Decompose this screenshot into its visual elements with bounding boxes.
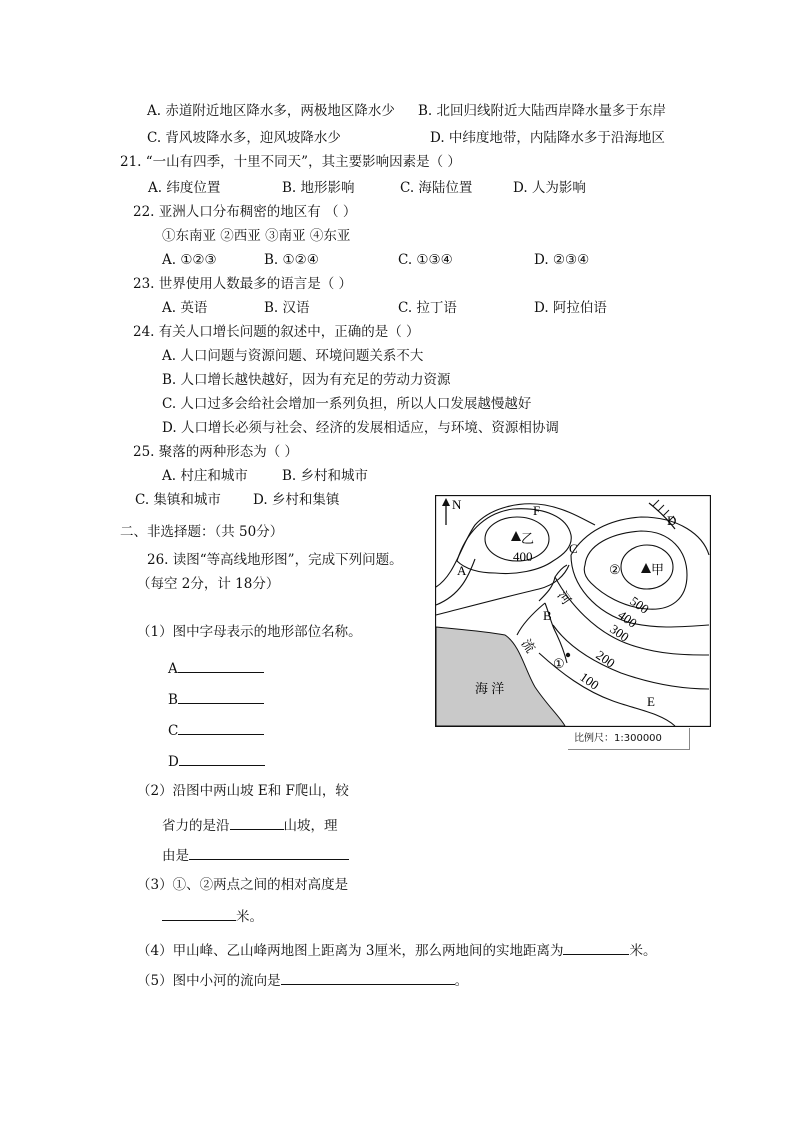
letter-d: D bbox=[667, 513, 677, 528]
answer-blank-height[interactable] bbox=[162, 906, 236, 921]
north-label: N bbox=[452, 497, 462, 512]
answer-blank-distance[interactable] bbox=[563, 940, 629, 955]
part3-suffix: 米。 bbox=[236, 909, 263, 925]
q26-part3-line2 bbox=[162, 906, 263, 926]
q24-option-c: C. 人口过多会给社会增加一系列负担，所以人口发展越慢越好 bbox=[162, 396, 532, 412]
answer-blank-c[interactable] bbox=[178, 720, 264, 735]
river-label-liu: 流 bbox=[518, 636, 539, 656]
q23-option-c: C. 拉丁语 bbox=[398, 300, 457, 316]
q24-option-a: A. 人口问题与资源问题、环境问题关系不大 bbox=[162, 348, 424, 364]
q26-part1: （1）图中字母表示的地形部位名称。 bbox=[137, 624, 362, 640]
q22-items: ①东南亚 ②西亚 ③南亚 ④东亚 bbox=[162, 228, 351, 244]
part5-suffix: 。 bbox=[454, 973, 469, 989]
answer-blank-d[interactable] bbox=[179, 751, 265, 766]
answer-row-b bbox=[168, 689, 264, 709]
answer-blank-a[interactable] bbox=[178, 658, 264, 673]
letter-a: A bbox=[457, 563, 467, 578]
q24-stem: 24. 有关人口增长问题的叙述中，正确的是（ ） bbox=[133, 324, 420, 340]
q25-stem: 25. 聚落的两种形态为（ ） bbox=[133, 444, 299, 460]
q26-score: （每空 2分，计 18分） bbox=[137, 576, 280, 592]
answer-row-d bbox=[168, 751, 265, 771]
q22-stem: 22. 亚洲人口分布稠密的地区有 （ ） bbox=[133, 204, 357, 220]
answer-row-c bbox=[168, 720, 264, 740]
answer-label-c: C bbox=[168, 723, 179, 739]
answer-blank-flow[interactable] bbox=[281, 970, 455, 985]
contour-label-400-right: 400 bbox=[615, 607, 640, 631]
q20-option-c: C. 背风坡降水多，迎风坡降水少 bbox=[147, 130, 341, 146]
q20-option-b: B. 北回归线附近大陆西岸降水量多于东岸 bbox=[418, 103, 667, 119]
answer-row-a bbox=[168, 658, 264, 678]
q23-option-b: B. 汉语 bbox=[264, 300, 310, 316]
part4-suffix: 米。 bbox=[629, 943, 657, 959]
q26-part5 bbox=[137, 970, 468, 990]
peak-yi-label: 乙 bbox=[521, 531, 535, 546]
answer-blank-slope[interactable] bbox=[230, 815, 284, 830]
peak-jia-label: 甲 bbox=[651, 562, 665, 577]
q26-part4 bbox=[137, 940, 656, 960]
q22-option-c: C. ①③④ bbox=[398, 252, 453, 268]
letter-f: F bbox=[533, 503, 541, 518]
part2-prefix: 省力的是沿 bbox=[162, 818, 230, 834]
contour-map bbox=[435, 495, 711, 727]
part5-prefix: （5）图中小河的流向是 bbox=[137, 973, 281, 989]
part4-prefix: （4）甲山峰、乙山峰两地图上距离为 3厘米，那么两地间的实地距离为 bbox=[137, 943, 564, 959]
letter-c: C bbox=[569, 541, 578, 556]
q23-stem: 23. 世界使用人数最多的语言是（ ） bbox=[133, 276, 353, 292]
q20-option-a: A. 赤道附近地区降水多，两极地区降水少 bbox=[147, 103, 395, 119]
answer-blank-reason[interactable] bbox=[189, 845, 349, 860]
q25-option-c: C. 集镇和城市 bbox=[135, 492, 221, 508]
letter-b: B bbox=[543, 608, 552, 623]
contour-label-400-left: 400 bbox=[513, 549, 533, 564]
q21-option-d: D. 人为影响 bbox=[513, 180, 586, 196]
point-1-label: ① bbox=[553, 656, 565, 671]
q26-part2-line3 bbox=[162, 845, 349, 865]
map-scale: 比例尺：1:300000 bbox=[568, 728, 690, 750]
letter-e: E bbox=[647, 694, 655, 709]
q26-part2-line2 bbox=[162, 815, 338, 835]
section-heading: 二、非选择题：（共 50分） bbox=[120, 524, 284, 540]
contour-label-100: 100 bbox=[577, 669, 602, 693]
contour-label-500: 500 bbox=[627, 593, 652, 617]
q24-option-d: D. 人口增长必须与社会、经济的发展相适应，与环境、资源相协调 bbox=[162, 420, 559, 436]
part2-reason-label: 由是 bbox=[162, 848, 189, 864]
answer-label-d: D bbox=[168, 754, 179, 770]
q24-option-b: B. 人口增长越快越好，因为有充足的劳动力资源 bbox=[162, 372, 451, 388]
q21-stem: 21. “一山有四季，十里不同天”，其主要影响因素是（ ） bbox=[120, 154, 461, 170]
q21-option-b: B. 地形影响 bbox=[282, 180, 355, 196]
contour-label-200: 200 bbox=[593, 647, 618, 671]
q21-option-a: A. 纬度位置 bbox=[148, 180, 221, 196]
answer-label-a: A bbox=[168, 661, 178, 677]
answer-label-b: B bbox=[168, 692, 178, 708]
answer-blank-b[interactable] bbox=[178, 689, 264, 704]
q25-option-b: B. 乡村和城市 bbox=[282, 468, 369, 484]
q21-option-c: C. 海陆位置 bbox=[400, 180, 473, 196]
q22-option-b: B. ①②④ bbox=[264, 252, 319, 268]
part2-suffix: 山坡，理 bbox=[283, 818, 338, 834]
ocean-label: 海 洋 bbox=[475, 681, 505, 696]
q22-option-a: A. ①②③ bbox=[162, 252, 217, 268]
river-label-he: 河 bbox=[554, 588, 575, 608]
q20-option-d: D. 中纬度地带，内陆降水多于沿海地区 bbox=[430, 130, 665, 146]
q26-part2-line1: （2）沿图中两山坡 E和 F爬山，较 bbox=[137, 783, 349, 799]
q22-option-d: D. ②③④ bbox=[534, 252, 590, 268]
point-2-label: ② bbox=[609, 562, 621, 577]
q26-stem: 26. 读图“等高线地形图”，完成下列问题。 bbox=[147, 552, 403, 568]
q23-option-a: A. 英语 bbox=[162, 300, 208, 316]
q25-option-d: D. 乡村和集镇 bbox=[253, 492, 340, 508]
point-1-marker bbox=[566, 653, 570, 657]
q25-option-a: A. 村庄和城市 bbox=[162, 468, 248, 484]
contour-label-300: 300 bbox=[607, 621, 632, 645]
q26-part3-line1: （3）①、②两点之间的相对高度是 bbox=[137, 877, 349, 893]
q23-option-d: D. 阿拉伯语 bbox=[534, 300, 607, 316]
